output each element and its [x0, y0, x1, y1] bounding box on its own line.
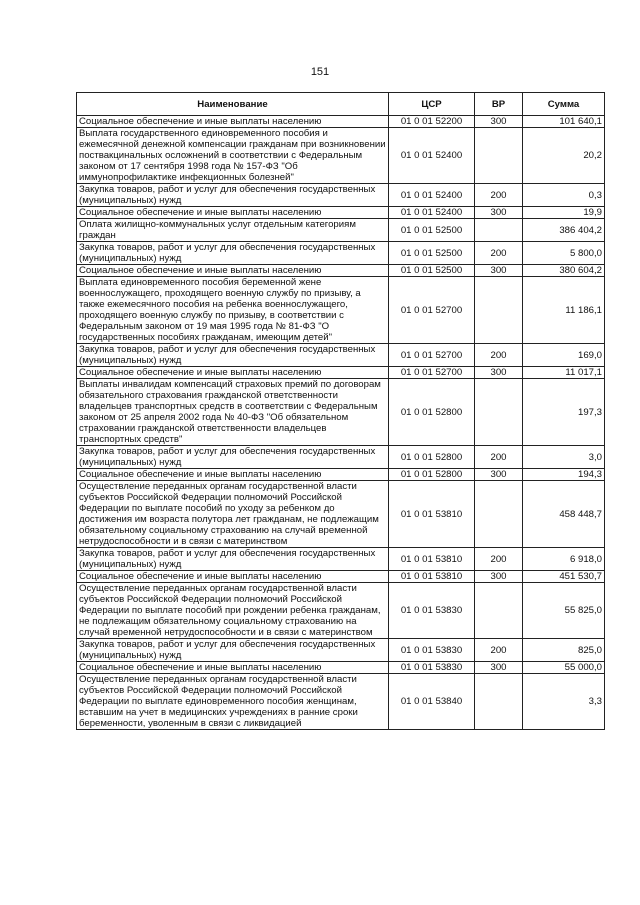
cell-csr: 01 0 01 53810	[389, 481, 475, 548]
cell-name: Социальное обеспечение и иные выплаты населению	[77, 265, 389, 277]
cell-vr	[475, 219, 523, 242]
cell-sum: 3,3	[523, 674, 605, 730]
cell-csr: 01 0 01 53830	[389, 662, 475, 674]
table-row	[77, 128, 605, 184]
table-row	[77, 367, 605, 379]
cell-sum: 5 800,0	[523, 242, 605, 265]
header-sum: Сумма	[523, 93, 605, 116]
cell-sum: 101 640,1	[523, 116, 605, 128]
cell-vr: 300	[475, 265, 523, 277]
cell-vr	[475, 379, 523, 446]
cell-sum: 6 918,0	[523, 548, 605, 571]
cell-name: Выплаты инвалидам компенсаций страховых премий по договорам обязательного страхования гражданской ответственности владельцев транспортных средств в соответствии с Федеральным законом от 25 апреля 2002 года № 40-ФЗ "Об обязательном страховании гражданской ответственности владельцев транспортных средств"	[77, 379, 389, 446]
cell-vr: 200	[475, 446, 523, 469]
cell-vr: 300	[475, 207, 523, 219]
cell-name: Выплата государственного единовременного пособия и ежемесячной денежной компенсации гражданам при возникновении поствакцинальных осложнений в соответствии с Федеральным законом от 17 сентября 1998 года № 157-ФЗ "Об иммунопрофилактике инфекционных болезней"	[77, 128, 389, 184]
header-csr: ЦСР	[389, 93, 475, 116]
cell-vr: 200	[475, 344, 523, 367]
cell-sum: 20,2	[523, 128, 605, 184]
cell-name: Социальное обеспечение и иные выплаты населению	[77, 367, 389, 379]
cell-name: Социальное обеспечение и иные выплаты населению	[77, 116, 389, 128]
cell-csr: 01 0 01 52400	[389, 207, 475, 219]
cell-name: Осуществление переданных органам государственной власти субъектов Российской Федерации полномочий Российской Федерации по выплате пособий при рождении ребенка гражданам, не подлежащим обязательному социальному страхованию на случай временной нетрудоспособности и в связи с материнством	[77, 583, 389, 639]
cell-csr: 01 0 01 53830	[389, 639, 475, 662]
cell-name: Закупка товаров, работ и услуг для обеспечения государственных (муниципальных) нужд	[77, 446, 389, 469]
header-name: Наименование	[77, 93, 389, 116]
budget-table	[76, 92, 605, 730]
cell-name: Социальное обеспечение и иные выплаты населению	[77, 469, 389, 481]
table-row	[77, 207, 605, 219]
cell-name: Закупка товаров, работ и услуг для обеспечения государственных (муниципальных) нужд	[77, 184, 389, 207]
table-row	[77, 662, 605, 674]
table-row	[77, 379, 605, 446]
cell-vr: 300	[475, 662, 523, 674]
cell-name: Социальное обеспечение и иные выплаты населению	[77, 662, 389, 674]
table-row	[77, 583, 605, 639]
cell-csr: 01 0 01 52700	[389, 367, 475, 379]
page-number: 151	[310, 66, 330, 78]
cell-csr: 01 0 01 52500	[389, 219, 475, 242]
cell-csr: 01 0 01 52500	[389, 242, 475, 265]
cell-name: Социальное обеспечение и иные выплаты населению	[77, 207, 389, 219]
cell-csr: 01 0 01 53810	[389, 571, 475, 583]
cell-csr: 01 0 01 52200	[389, 116, 475, 128]
table-row	[77, 639, 605, 662]
cell-name: Осуществление переданных органам государственной власти субъектов Российской Федерации полномочий Российской Федерации по выплате пособий по уходу за ребенком до достижения им возраста полутора лет гражданам, не подлежащим обязательному социальному страхованию на случай временной нетрудоспособности и в связи с материнством	[77, 481, 389, 548]
table-row	[77, 277, 605, 344]
cell-sum: 451 530,7	[523, 571, 605, 583]
cell-vr: 300	[475, 367, 523, 379]
cell-name: Оплата жилищно-коммунальных услуг отдельным категориям граждан	[77, 219, 389, 242]
header-vr: ВР	[475, 93, 523, 116]
table-row	[77, 571, 605, 583]
cell-vr	[475, 583, 523, 639]
table-row	[77, 674, 605, 730]
cell-vr: 300	[475, 469, 523, 481]
cell-vr	[475, 674, 523, 730]
cell-name: Осуществление переданных органам государственной власти субъектов Российской Федерации полномочий Российской Федерации по выплате единовременного пособия женщинам, вставшим на учет в медицинских учреждениях в ранние сроки беременности, уволенным в связи с ликвидацией	[77, 674, 389, 730]
table-row	[77, 481, 605, 548]
cell-vr	[475, 277, 523, 344]
cell-vr: 200	[475, 184, 523, 207]
cell-name: Закупка товаров, работ и услуг для обеспечения государственных (муниципальных) нужд	[77, 548, 389, 571]
cell-csr: 01 0 01 52700	[389, 277, 475, 344]
cell-csr: 01 0 01 53840	[389, 674, 475, 730]
cell-vr	[475, 128, 523, 184]
cell-sum: 11 186,1	[523, 277, 605, 344]
cell-name: Закупка товаров, работ и услуг для обеспечения государственных (муниципальных) нужд	[77, 639, 389, 662]
cell-sum: 458 448,7	[523, 481, 605, 548]
cell-sum: 3,0	[523, 446, 605, 469]
cell-csr: 01 0 01 52800	[389, 379, 475, 446]
cell-csr: 01 0 01 52400	[389, 128, 475, 184]
cell-sum: 194,3	[523, 469, 605, 481]
cell-name: Закупка товаров, работ и услуг для обеспечения государственных (муниципальных) нужд	[77, 344, 389, 367]
cell-sum: 197,3	[523, 379, 605, 446]
table-row	[77, 548, 605, 571]
table-row	[77, 184, 605, 207]
table-body	[77, 116, 605, 730]
cell-sum: 55 825,0	[523, 583, 605, 639]
table-row	[77, 116, 605, 128]
cell-sum: 825,0	[523, 639, 605, 662]
cell-csr: 01 0 01 53830	[389, 583, 475, 639]
cell-vr: 200	[475, 242, 523, 265]
cell-name: Выплата единовременного пособия беременной жене военнослужащего, проходящего военную службу по призыву, а также ежемесячного пособия на ребенка военнослужащего, проходящего военную службу по призыву, в соответствии с Федеральным законом от 19 мая 1995 года № 81-ФЗ "О государственных пособиях гражданам, имеющим детей"	[77, 277, 389, 344]
cell-vr: 300	[475, 116, 523, 128]
table-row	[77, 344, 605, 367]
cell-csr: 01 0 01 53810	[389, 548, 475, 571]
cell-name: Закупка товаров, работ и услуг для обеспечения государственных (муниципальных) нужд	[77, 242, 389, 265]
cell-csr: 01 0 01 52700	[389, 344, 475, 367]
table-row	[77, 265, 605, 277]
cell-vr: 200	[475, 548, 523, 571]
cell-sum: 0,3	[523, 184, 605, 207]
table-row	[77, 242, 605, 265]
cell-sum: 19,9	[523, 207, 605, 219]
cell-csr: 01 0 01 52400	[389, 184, 475, 207]
cell-sum: 380 604,2	[523, 265, 605, 277]
table-row	[77, 219, 605, 242]
cell-vr	[475, 481, 523, 548]
cell-csr: 01 0 01 52800	[389, 469, 475, 481]
table-row	[77, 469, 605, 481]
cell-sum: 11 017,1	[523, 367, 605, 379]
cell-csr: 01 0 01 52800	[389, 446, 475, 469]
cell-vr: 300	[475, 571, 523, 583]
cell-vr: 200	[475, 639, 523, 662]
cell-sum: 55 000,0	[523, 662, 605, 674]
cell-name: Социальное обеспечение и иные выплаты населению	[77, 571, 389, 583]
table-header-row	[77, 93, 605, 116]
cell-sum: 386 404,2	[523, 219, 605, 242]
table-row	[77, 446, 605, 469]
cell-csr: 01 0 01 52500	[389, 265, 475, 277]
cell-sum: 169,0	[523, 344, 605, 367]
